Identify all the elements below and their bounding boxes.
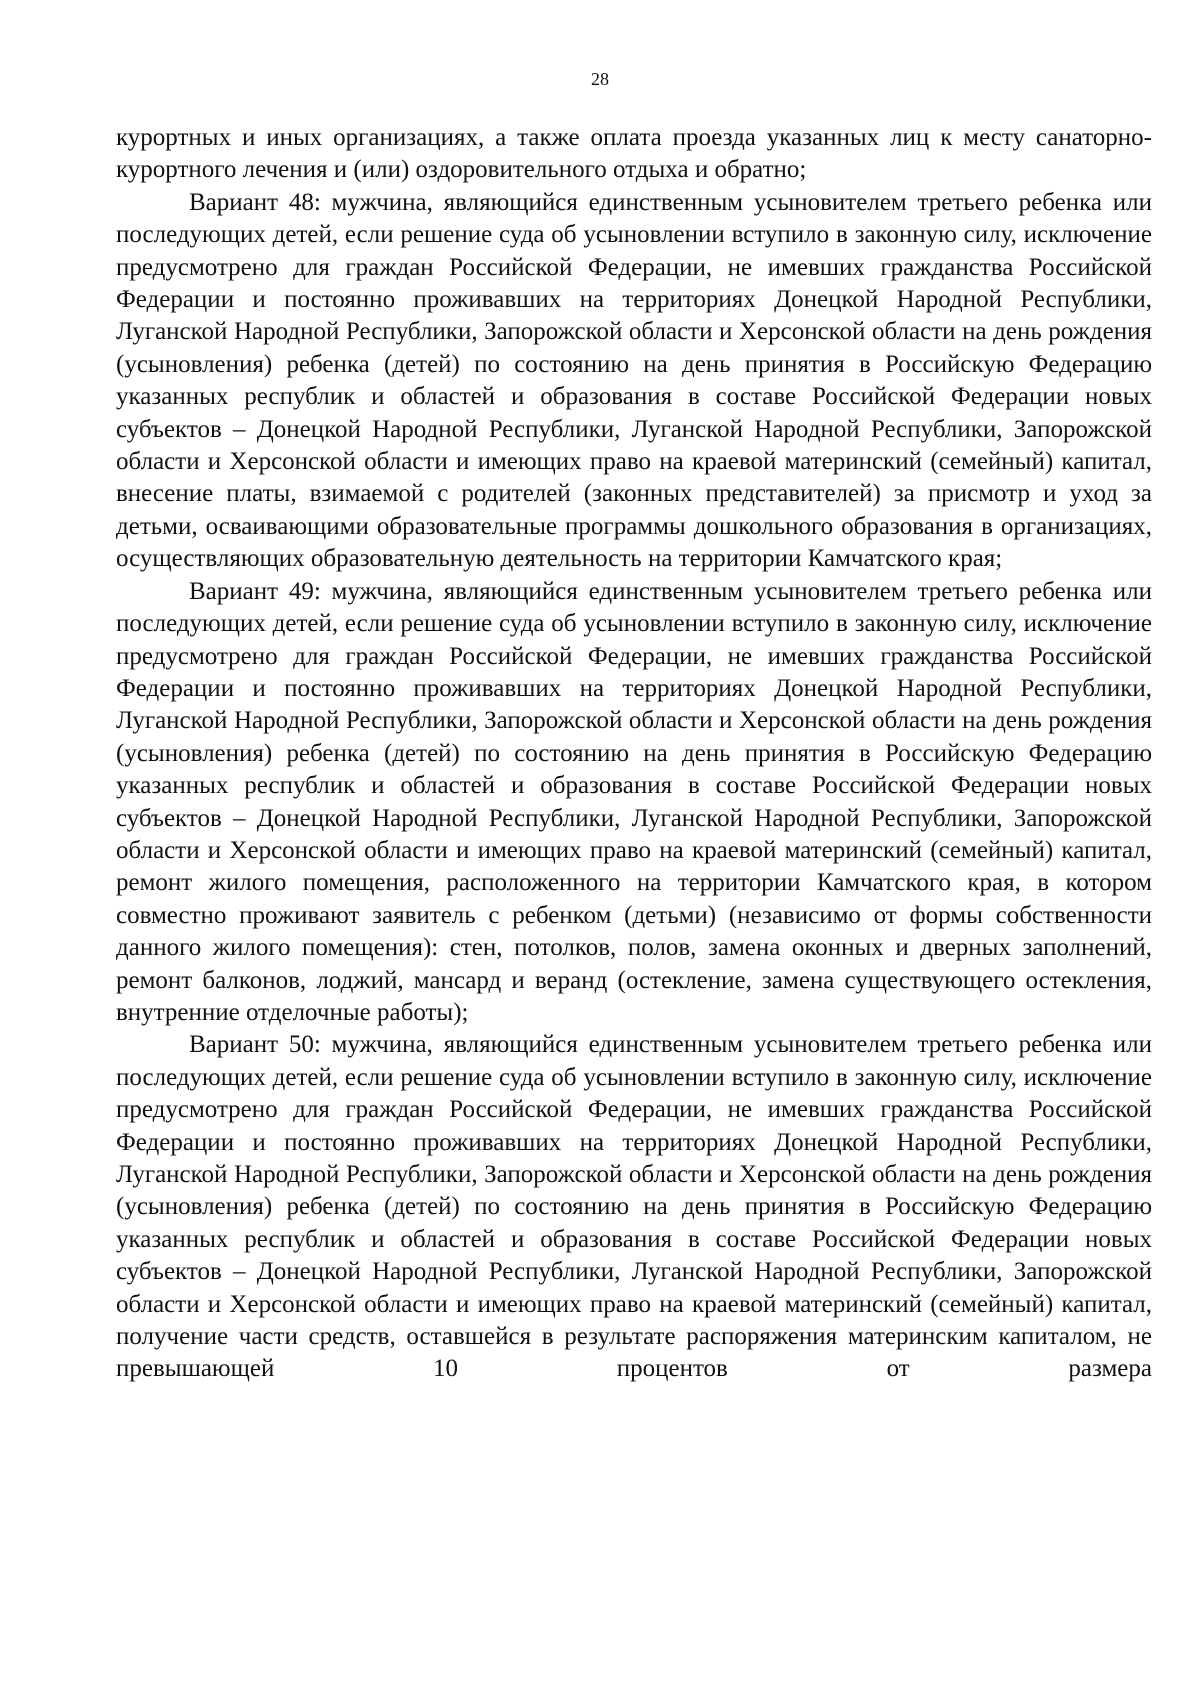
paragraph-variant-48: Вариант 48: мужчина, являющийся единственным усыновителем третьего ребенка или последующих детей, если решение суда об усыновлении вступило в законную силу, исключение предусмотрено для граждан Российской Федерации, не имевших гражданства Российской Федерации и постоянно проживавших на территориях Донецкой Народной Республики, Луганской Народной Республики, Запорожской области и Херсонской области на день рождения (усыновления) ребенка (детей) по состоянию на день принятия в Российскую Федерацию указанных республик и областей и образования в составе Российской Федерации новых субъектов – Донецкой Народной Республики, Луганской Народной Республики, Запорожской области и Херсонской области и имеющих право на краевой материнский (семейный) капитал, внесение платы, взимаемой с родителей (законных представителей) за присмотр и уход за детьми, осваивающими образовательные программы дошкольного образования в организациях, осуществляющих образовательную деятельность на территории Камчатского края; [116, 188, 1152, 573]
page-number: 28 [591, 69, 609, 89]
document-body [116, 122, 1152, 1386]
paragraph-variant-50: Вариант 50: мужчина, являющийся единственным усыновителем третьего ребенка или последующих детей, если решение суда об усыновлении вступило в законную силу, исключение предусмотрено для граждан Российской Федерации, не имевших гражданства Российской Федерации и постоянно проживавших на территориях Донецкой Народной Республики, Луганской Народной Республики, Запорожской области и Херсонской области на день рождения (усыновления) ребенка (детей) по состоянию на день принятия в Российскую Федерацию указанных республик и областей и образования в составе Российской Федерации новых субъектов – Донецкой Народной Республики, Луганской Народной Республики, Запорожской области и Херсонской области и имеющих право на краевой материнский (семейный) капитал, получение части средств, оставшейся в результате распоряжения материнским капиталом, не превышающей 10 процентов от размера [116, 1031, 1152, 1383]
paragraph-continuation: курортных и иных организациях, а также оплата проезда указанных лиц к месту санаторно-курортного лечения и (или) оздоровительного отдыха и обратно; [116, 124, 1152, 184]
paragraph-variant-49: Вариант 49: мужчина, являющийся единственным усыновителем третьего ребенка или последующих детей, если решение суда об усыновлении вступило в законную силу, исключение предусмотрено для граждан Российской Федерации, не имевших гражданства Российской Федерации и постоянно проживавших на территориях Донецкой Народной Республики, Луганской Народной Республики, Запорожской области и Херсонской области на день рождения (усыновления) ребенка (детей) по состоянию на день принятия в Российскую Федерацию указанных республик и областей и образования в составе Российской Федерации новых субъектов – Донецкой Народной Республики, Луганской Народной Республики, Запорожской области и Херсонской области и имеющих право на краевой материнский (семейный) капитал, ремонт жилого помещения, расположенного на территории Камчатского края, в котором совместно проживают заявитель с ребенком (детьми) (независимо от формы собственности данного жилого помещения): стен, потолков, полов, замена оконных и дверных заполнений, ремонт балконов, лоджий, мансард и веранд (остекление, замена существующего остекления, внутренние отделочные работы); [116, 577, 1152, 1026]
